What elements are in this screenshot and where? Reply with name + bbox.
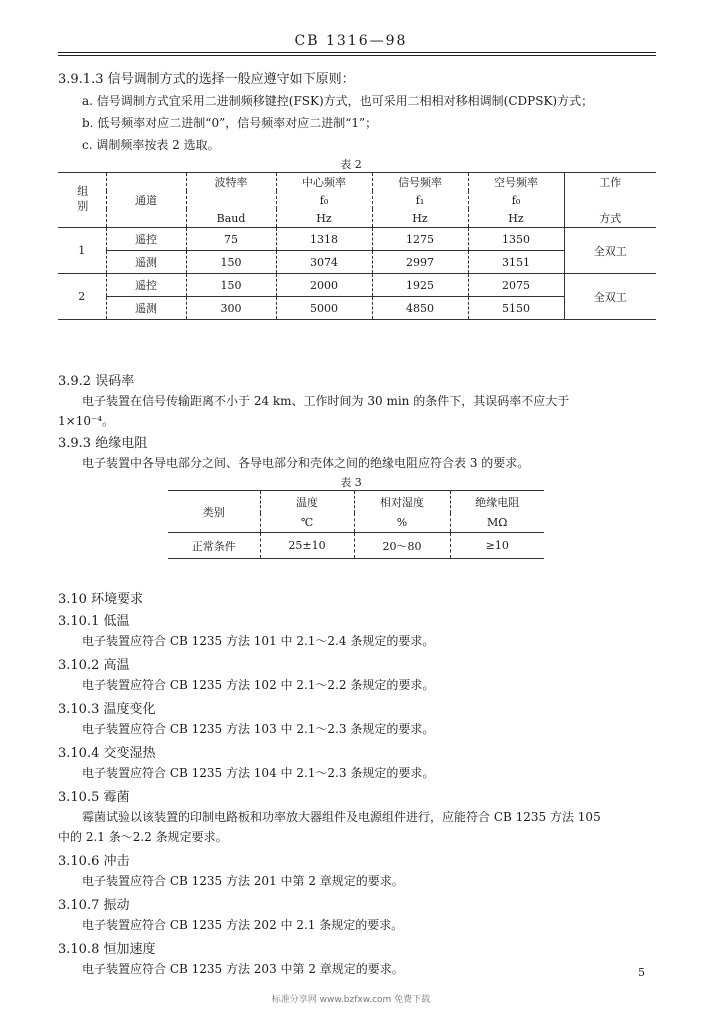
section-3101-body: 电子装置应符合 CB 1235 方法 101 中 2.1～2.4 条规定的要求。 (82, 634, 435, 648)
section-3103-title: 3.10.3 温度变化 (58, 702, 156, 717)
table2 (58, 172, 656, 320)
table2-caption: 表 2 (340, 158, 362, 171)
table3-caption: 表 3 (340, 476, 362, 489)
table2-cell-signal: 4850 (372, 297, 468, 320)
table3-cell-category: 正常条件 (168, 533, 260, 559)
table-row (168, 533, 544, 559)
section-3913-title: 3.9.1.3 信号调制方式的选择一般应遵守如下原则： (58, 72, 355, 87)
footer-watermark: 标准分享网 www.bzfxw.com 免费下载 (271, 995, 431, 1005)
table2-cell-baud: 75 (186, 228, 276, 251)
table2-header-center-unit: Hz (276, 209, 372, 228)
table2-group-id: 1 (58, 228, 106, 274)
section-3913-item-c: c. 调制频率按表 2 选取。 (82, 138, 220, 152)
section-3913-item-b: b. 低号频率对应二进制“0”，信号频率对应二进制“1”； (82, 116, 378, 130)
section-3101-title: 3.10.1 低温 (58, 614, 130, 629)
section-3913-item-a: a. 信号调制方式宜采用二进制频移键控(FSK)方式，也可采用二相相对移相调制(CDPSK)方式； (82, 94, 594, 108)
table3-cell-humidity: 20～80 (354, 533, 450, 559)
section-3107-title: 3.10.7 振动 (58, 898, 130, 913)
section-3104-body: 电子装置应符合 CB 1235 方法 104 中 2.1～2.3 条规定的要求。 (82, 766, 435, 780)
section-392-body-line1: 电子装置在信号传输距离不小于 24 km、工作时间为 30 min 的条件下，其误码率不应大于 (82, 394, 570, 408)
table2-header-mode-unit: 方式 (564, 209, 656, 228)
table2-group-id: 2 (58, 274, 106, 320)
table-row (58, 274, 656, 297)
table3-header-temp-unit: ℃ (260, 513, 354, 533)
table3-header-resistance-unit: MΩ (450, 513, 544, 533)
table2-cell-baud: 150 (186, 251, 276, 274)
section-3102-title: 3.10.2 高温 (58, 658, 130, 673)
table2-header-idle: 空号频率 (468, 173, 564, 192)
table2-header-channel: 通道 (106, 173, 186, 228)
section-3107-body: 电子装置应符合 CB 1235 方法 202 中 2.1 条规定的要求。 (82, 918, 404, 932)
table2-cell-idle: 5150 (468, 297, 564, 320)
table3-header-humidity-unit: % (354, 513, 450, 533)
table2-cell-center: 3074 (276, 251, 372, 274)
header-rule-bottom (58, 55, 656, 56)
section-3102-body: 电子装置应符合 CB 1235 方法 102 中 2.1～2.2 条规定的要求。 (82, 678, 435, 692)
table2-header-group: 组别 (58, 173, 106, 228)
table2-cell-center: 2000 (276, 274, 372, 297)
section-3106-title: 3.10.6 冲击 (58, 854, 130, 869)
section-3105-body-line1: 霉菌试验以该装置的印制电路板和功率放大器组件及电源组件进行，应能符合 CB 1235 方法 105 (82, 810, 601, 824)
page-number: 5 (638, 966, 645, 979)
table2-cell-channel: 遥测 (106, 251, 186, 274)
table3-header-humidity: 相对湿度 (354, 491, 450, 513)
table3-cell-resistance: ≥10 (485, 539, 509, 552)
table3-header-temp: 温度 (260, 491, 354, 513)
table2-header-idle-unit: Hz (468, 209, 564, 228)
table2-cell-mode: 全双工 (564, 228, 656, 274)
header-rule-top (58, 52, 656, 53)
table2-cell-idle: 3151 (468, 251, 564, 274)
section-3108-body: 电子装置应符合 CB 1235 方法 203 中第 2 章规定的要求。 (82, 962, 404, 976)
table2-header-signal-unit: Hz (372, 209, 468, 228)
section-3106-body: 电子装置应符合 CB 1235 方法 201 中第 2 章规定的要求。 (82, 874, 404, 888)
table3-header-category: 类别 (168, 491, 260, 533)
table2-cell-channel: 遥控 (106, 228, 186, 251)
table2-header-idle-sym: f₀ (468, 191, 564, 209)
section-3103-body: 电子装置应符合 CB 1235 方法 103 中 2.1～2.3 条规定的要求。 (82, 722, 435, 736)
document-code: CB 1316—98 (294, 33, 408, 49)
table2-cell-signal: 1275 (372, 228, 468, 251)
section-3105-title: 3.10.5 霉菌 (58, 790, 130, 805)
section-392-body-line2: 1×10⁻⁴。 (58, 414, 115, 428)
section-392-title: 3.9.2 误码率 (58, 374, 135, 389)
section-393-title: 3.9.3 绝缘电阻 (58, 436, 148, 451)
table3-cell-temp: 25±10 (260, 533, 354, 559)
table2-cell-center: 1318 (276, 228, 372, 251)
section-3108-title: 3.10.8 恒加速度 (58, 942, 156, 957)
table2-header-baud: 波特率 (186, 173, 276, 192)
table2-cell-signal: 2997 (372, 251, 468, 274)
table3-header-resistance: 绝缘电阻 (475, 495, 520, 509)
table2-header-center-sym: f₀ (276, 191, 372, 209)
table2-header-signal-sym: f₁ (372, 191, 468, 209)
table2-cell-baud: 300 (186, 297, 276, 320)
section-393-body: 电子装置中各导电部分之间、各导电部分和壳体之间的绝缘电阻应符合表 3 的要求。 (82, 456, 530, 470)
table2-cell-signal: 1925 (372, 274, 468, 297)
table2-cell-idle: 1350 (468, 228, 564, 251)
table2-header-signal: 信号频率 (372, 173, 468, 192)
table2-cell-channel: 遥测 (106, 297, 186, 320)
section-310-title: 3.10 环境要求 (58, 592, 144, 607)
table-row (58, 228, 656, 251)
section-3105-body-line2: 中的 2.1 条～2.2 条规定要求。 (58, 830, 228, 844)
table3 (168, 490, 544, 559)
table2-cell-channel: 遥控 (106, 274, 186, 297)
table2-header-baud-unit: Baud (186, 209, 276, 228)
table2-header-center: 中心频率 (276, 173, 372, 192)
section-3104-title: 3.10.4 交变湿热 (58, 746, 156, 761)
table2-cell-center: 5000 (276, 297, 372, 320)
table2-cell-baud: 150 (186, 274, 276, 297)
table2-header-mode: 工作 (599, 176, 622, 189)
table2-cell-mode: 全双工 (593, 290, 627, 304)
table2-cell-idle: 2075 (468, 274, 564, 297)
